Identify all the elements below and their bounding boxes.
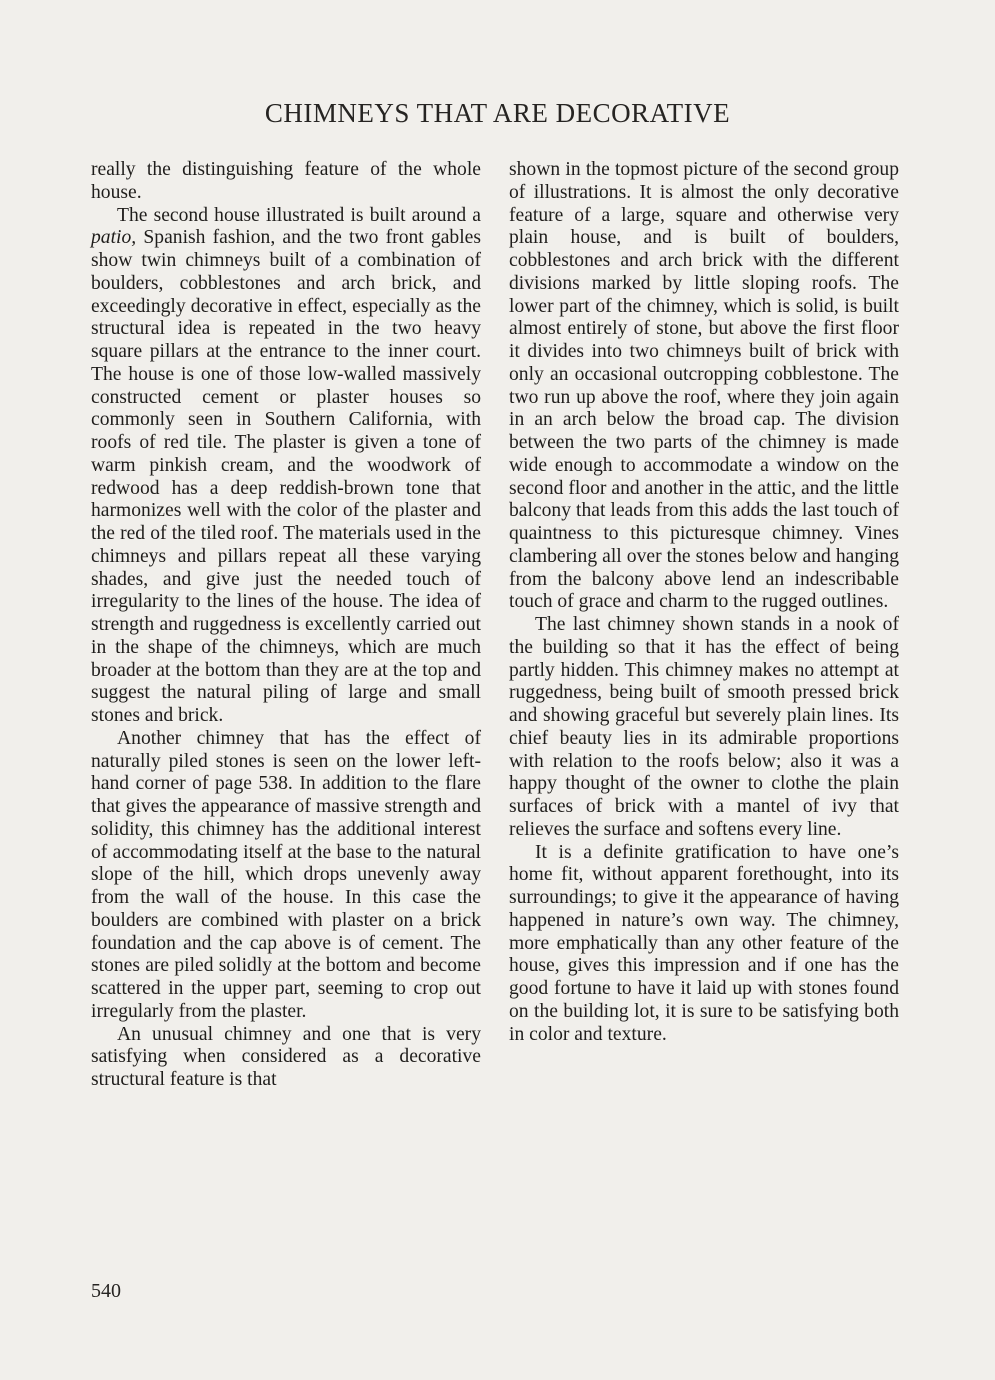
italic-term: patio, [91,227,137,249]
paragraph: It is a definite gratification to have one’s home fit, without apparent forethought, into its surroundings; to give it the appearance of having happened in nature’s own way. The chimney, more emphatically than any other feature of the house, gives this impression and if one has the good fortune to have it laid up with stones found on the building lot, it is sure to be satisfying both in color and texture. [509,841,899,1045]
left-column [91,159,481,1092]
paragraph: shown in the topmost picture of the second group of illustrations. It is almost the only decorative feature of a large, square and otherwise very plain house, and is built of boulders, cobblestones and arch brick with the different divisions marked by little sloping roofs. The lower part of the chimney, which is solid, is built almost entirely of stone, but above the first floor it divides into two chimneys built of brick with only an occasional outcropping cobblestone. The two run up above the roof, where they join again in an arch below the broad cap. The division between the two parts of the chimney is made wide enough to accommodate a window on the second floor and another in the attic, and the little balcony that leads from this adds the last touch of quaintness to this picturesque chimney. Vines clambering all over the stones below and hanging from the balcony above lend an indescribable touch of grace and charm to the rugged outlines. [509,159,899,613]
paragraph: The last chimney shown stands in a nook of the building so that it has the effect of being partly hidden. This chimney makes no attempt at ruggedness, being built of smooth pressed brick and showing graceful but severely plain lines. Its chief beauty lies in its admirable proportions with relation to the roofs below; also it was a happy thought of the owner to clothe the plain surfaces of brick with a mantel of ivy that relieves the surface and softens every line. [509,614,899,840]
paragraph: An unusual chimney and one that is very satisfying when considered as a decorative structural feature is that [91,1023,481,1090]
paragraph: Another chimney that has the effect of naturally piled stones is seen on the lower left-hand corner of page 538. In addition to the flare that gives the appearance of massive strength and solidity, this chimney has the additional interest of accommodating itself at the base to the natural slope of the hill, which drops unevenly away from the wall of the house. In this case the boulders are combined with plaster on a brick foundation and the cap above is of cement. The stones are piled solidly at the bottom and become scattered in the upper part, seeming to crop out irregularly from the plaster. [91,727,481,1022]
text-run: The second house illustrated is built around a [117,204,481,226]
paragraph: really the distinguishing feature of the whole house. [91,159,481,203]
running-header: CHIMNEYS THAT ARE DECORATIVE [264,98,731,128]
paragraph [91,205,481,728]
page-number: 540 [91,1280,121,1302]
text-run: Spanish fashion, and the two front gables show twin chimneys built of a combination of boulders, cobblestones and arch brick, and exceedingly decorative in effect, especially as the structural idea is repeated in the two heavy square pillars at the entrance to the inner court. The house is one of those low-walled massively constructed cement or plaster houses so commonly seen in Southern California, with roofs of red tile. The plaster is given a tone of warm pinkish cream, and the woodwork of redwood has a deep reddish-brown tone that harmonizes well with the color of the plaster and the red of the tiled roof. The materials used in the chimneys and pillars repeat all these varying shades, and give just the needed touch of irregularity to the lines of the house. The idea of strength and ruggedness is excellently carried out in the shape of the chimneys, which are much broader at the bottom than they are at the top and suggest the natural piling of large and small stones and brick. [91,227,481,726]
right-column [509,159,899,1046]
